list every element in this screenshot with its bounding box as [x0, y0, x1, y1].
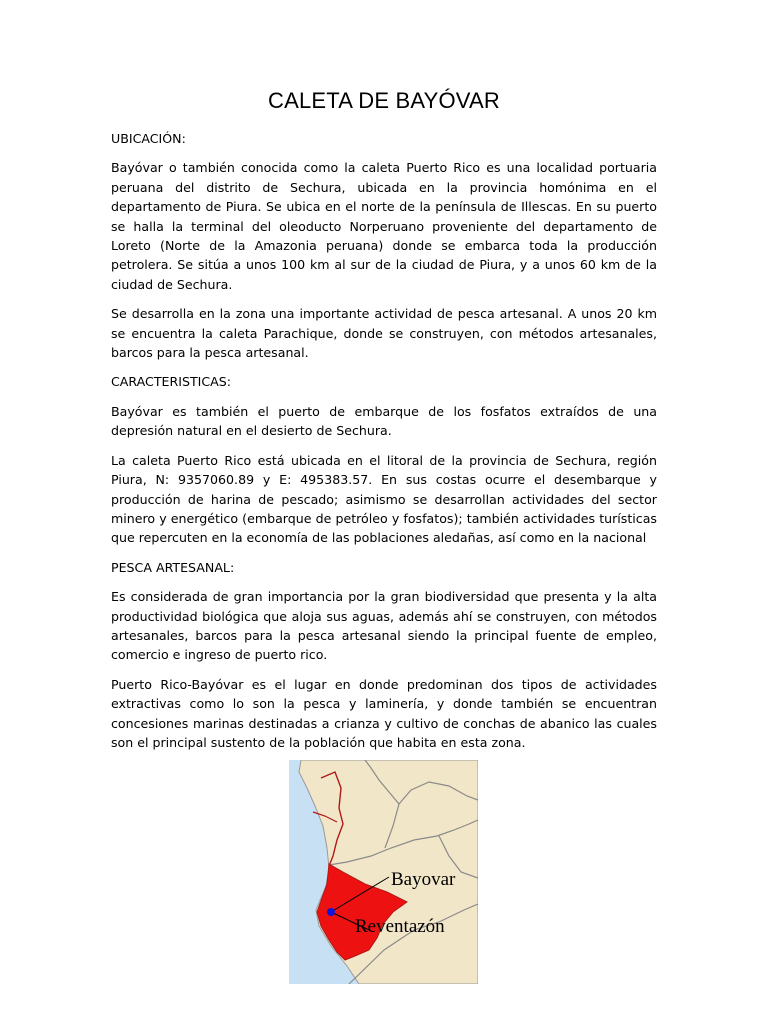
paragraph: Puerto Rico-Bayóvar es el lugar en donde predominan dos tipos de actividades extractivas como lo son la pesca y laminería, y donde también se encuentran concesiones marinas destinadas a crianza y cultivo de conchas de abanico las cuales son el principal sustento de la población que habita en esta zona.	[111, 676, 657, 750]
section-heading-ubicacion: UBICACIÓN:	[111, 131, 186, 146]
location-map	[289, 760, 478, 984]
map-graphic	[289, 760, 478, 984]
paragraph: Bayóvar o también conocida como la caleta Puerto Rico es una localidad portuaria peruana del distrito de Sechura, ubicada en la provincia homónima en el departamento de Piura. Se ubica en el norte de la península de Illescas. En su puerto se halla la terminal del oleoducto Norperuano proveniente del departamento de Loreto (Norte de la Amazonia peruana) donde se embarca toda la producción petrolera. Se sitúa a unos 100 km al sur de la ciudad de Piura, y a unos 60 km de la ciudad de Sechura.	[111, 160, 657, 292]
section-heading-caracteristicas: CARACTERISTICAS:	[111, 374, 231, 390]
document-title: CALETA DE BAYÓVAR	[267, 88, 501, 113]
paragraph: Bayóvar es también el puerto de embarque de los fosfatos extraídos de una depresión natural en el desierto de Sechura.	[111, 403, 657, 439]
paragraph: Se desarrolla en la zona una importante actividad de pesca artesanal. A unos 20 km se encuentra la caleta Parachique, donde se construyen, con métodos artesanales, barcos para la pesca artesanal.	[111, 306, 657, 361]
paragraph: La caleta Puerto Rico está ubicada en el litoral de la provincia de Sechura, región Piura, N: 9357060.89 y E: 495383.57. En sus costas ocurre el desembarque y producción de harina de pescado; asimismo se desarrollan actividades del sector minero y energético (embarque de petróleo y fosfatos); también actividades turísticas que repercuten en la economía de las poblaciones aledañas, así como en la nacional	[111, 452, 657, 546]
map-label-reventazon: Reventazón	[355, 916, 445, 937]
document-body	[111, 129, 657, 762]
paragraph: Es considerada de gran importancia por la gran biodiversidad que presenta y la alta productividad biológica que aloja sus aguas, además ahí se construyen, con métodos artesanales, barcos para la pesca artesanal siendo la principal fuente de empleo, comercio e ingreso de puerto rico.	[111, 589, 657, 663]
map-label-bayovar: Bayovar	[391, 869, 456, 890]
map-location-marker	[327, 908, 335, 916]
section-heading-pesca-artesanal: PESCA ARTESANAL:	[111, 559, 235, 575]
